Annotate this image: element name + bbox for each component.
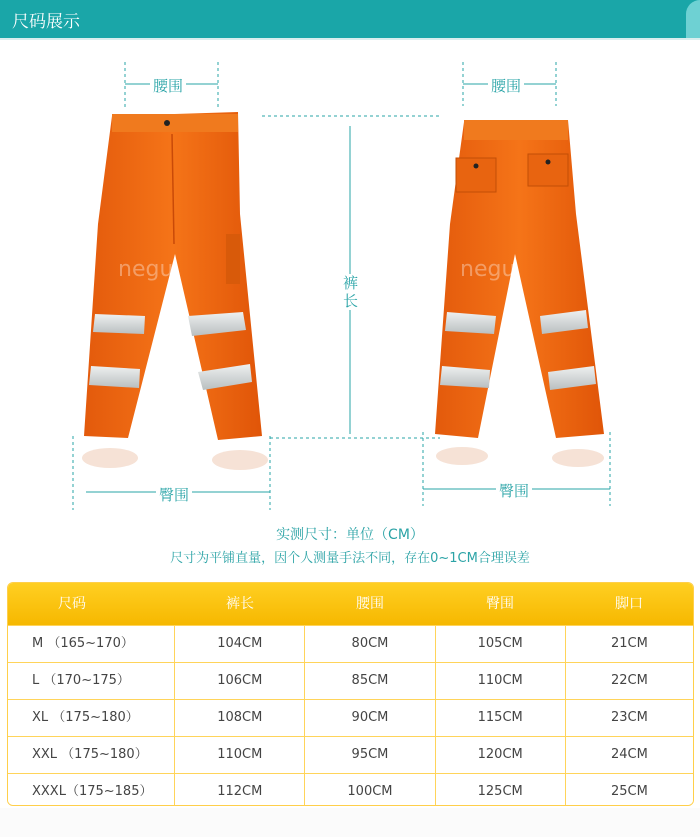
- size-table-header: [8, 583, 693, 625]
- cell-hip: 120CM: [435, 737, 565, 773]
- measure-error-note: 尺寸为平铺直量，因个人测量手法不同，存在0~1CM合理误差: [170, 551, 530, 566]
- col-hem: 脚口: [615, 596, 643, 612]
- size-table: [7, 582, 694, 806]
- footer-strip: [0, 808, 700, 837]
- cell-waist: 85CM: [304, 663, 434, 699]
- cell-length: 112CM: [174, 774, 304, 806]
- cell-hem: 22CM: [565, 663, 693, 699]
- label-waist-front: 腰围: [150, 75, 186, 96]
- table-row: [8, 625, 693, 662]
- cell-length: 104CM: [174, 626, 304, 662]
- cell-hem: 24CM: [565, 737, 693, 773]
- cell-size: XL （175~180）: [8, 700, 174, 736]
- cell-hem: 23CM: [565, 700, 693, 736]
- col-size: 尺码: [58, 596, 86, 612]
- cell-length: 108CM: [174, 700, 304, 736]
- cell-waist: 90CM: [304, 700, 434, 736]
- cell-length: 106CM: [174, 663, 304, 699]
- section-title: 尺码展示: [12, 12, 80, 32]
- cell-size: L （170~175）: [8, 663, 174, 699]
- label-waist-back: 腰围: [488, 75, 524, 96]
- table-row: [8, 662, 693, 699]
- watermark-back: negu: [460, 257, 516, 282]
- cell-length: 110CM: [174, 737, 304, 773]
- header-underline: [0, 38, 700, 40]
- label-hip-front: 臀围: [156, 484, 192, 505]
- header-tab-decoration: [686, 0, 700, 38]
- label-length: 裤长: [340, 274, 364, 310]
- cell-size: XXL （175~180）: [8, 737, 174, 773]
- cell-hip: 125CM: [435, 774, 565, 806]
- cell-hem: 25CM: [565, 774, 693, 806]
- label-hip-back: 臀围: [496, 480, 532, 501]
- table-row: [8, 736, 693, 773]
- watermark-front: negu: [118, 257, 174, 282]
- size-figure: [0, 44, 700, 514]
- cell-hem: 21CM: [565, 626, 693, 662]
- cell-waist: 100CM: [304, 774, 434, 806]
- cell-hip: 115CM: [435, 700, 565, 736]
- cell-size: M （165~170）: [8, 626, 174, 662]
- cell-hip: 105CM: [435, 626, 565, 662]
- table-row: [8, 773, 693, 806]
- col-length: 裤长: [226, 596, 254, 612]
- table-row: [8, 699, 693, 736]
- col-hip: 臀围: [486, 596, 514, 612]
- cell-size: XXXL（175~185）: [8, 774, 174, 806]
- measure-unit-note: 实测尺寸：单位（CM）: [276, 527, 424, 543]
- cell-waist: 95CM: [304, 737, 434, 773]
- cell-hip: 110CM: [435, 663, 565, 699]
- cell-waist: 80CM: [304, 626, 434, 662]
- section-header: [0, 0, 700, 38]
- col-waist: 腰围: [356, 596, 384, 612]
